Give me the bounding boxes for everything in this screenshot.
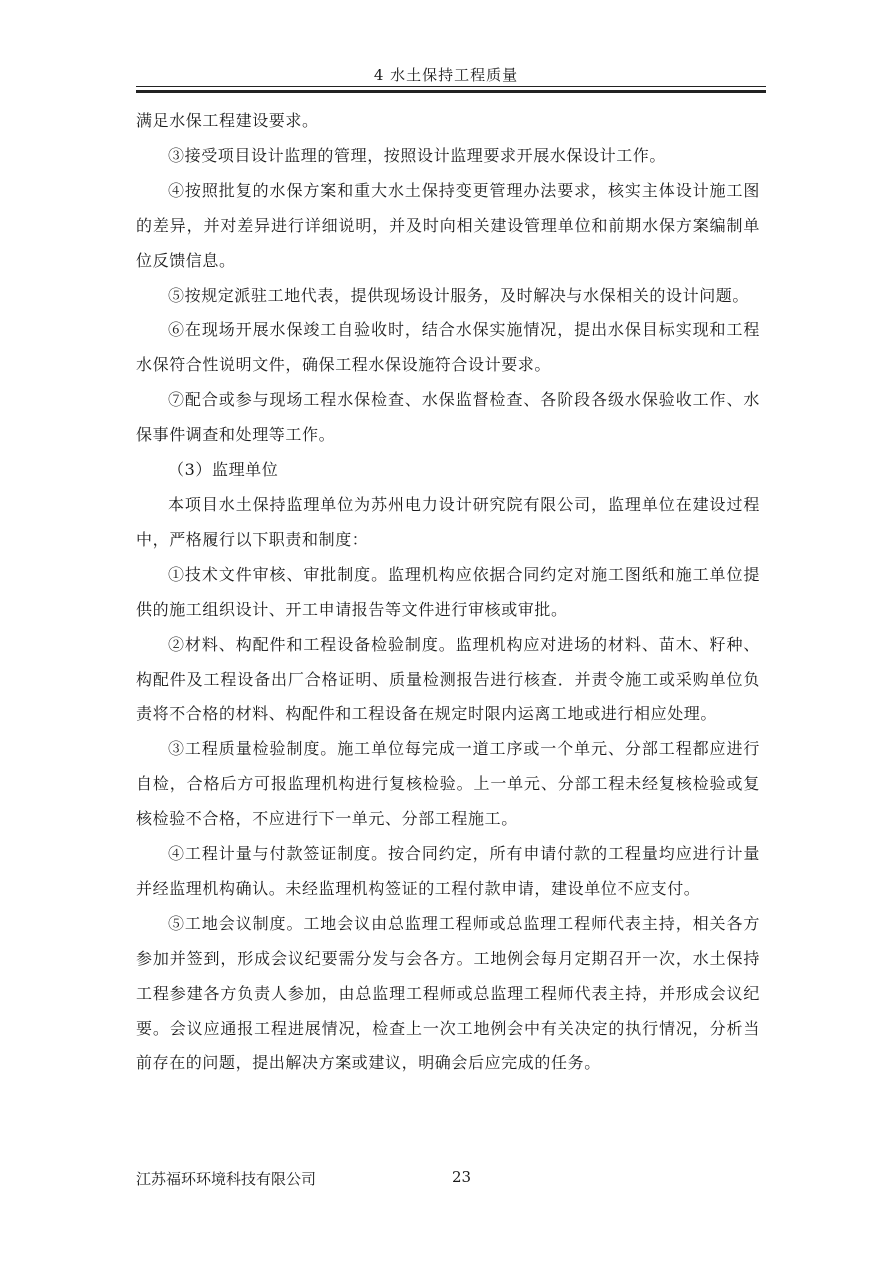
- paragraph-item-4-supervision: ④工程计量与付款签证制度。按合同约定，所有申请付款的工程量均应进行计量并经监理机构确认。未经监理机构签证的工程付款申请，建设单位不应支付。: [136, 844, 760, 898]
- paragraph-item-7-design: ⑦配合或参与现场工程水保检查、水保监督检查、各阶段各级水保验收工作、水保事件调查和处理等工作。: [136, 390, 760, 445]
- section-heading-supervision: （3）监理单位: [168, 460, 279, 480]
- page-number: 23: [452, 1168, 472, 1186]
- page-header-title: 4 水土保持工程质量: [373, 66, 519, 84]
- paragraph-item-1-supervision: ①技术文件审核、审批制度。监理机构应依据合同约定对施工图纸和施工单位提供的施工组织设计、开工申请报告等文件进行审核或审批。: [136, 564, 760, 619]
- header-rule-thick: [136, 90, 766, 93]
- paragraph-item-5-design: ⑤按规定派驻工地代表，提供现场设计服务，及时解决与水保相关的设计问题。: [168, 285, 750, 305]
- paragraph-item-6-design: ⑥在现场开展水保竣工自验收时，结合水保实施情况，提出水保目标实现和工程水保符合性说明文件，确保工程水保设施符合设计要求。: [136, 320, 760, 375]
- footer-company: 江苏福环环境科技有限公司: [136, 1170, 317, 1188]
- paragraph-item-4-design: ④按照批复的水保方案和重大水土保持变更管理办法要求，核实主体设计施工图的差异，并对差异进行详细说明，并及时向相关建设管理单位和前期水保方案编制单位反馈信息。: [136, 180, 760, 270]
- paragraph-continuation: 满足水保工程建设要求。: [136, 111, 319, 130]
- paragraph-item-3-design: ③接受项目设计监理的管理，按照设计监理要求开展水保设计工作。: [168, 145, 667, 165]
- paragraph-supervision-intro: 本项目水土保持监理单位为苏州电力设计研究院有限公司，监理单位在建设过程中，严格履行以下职责和制度：: [136, 494, 760, 549]
- paragraph-item-5-supervision: ⑤工地会议制度。工地会议由总监理工程师或总监理工程师代表主持，相关各方参加并签到，形成会议纪要需分发与会各方。工地例会每月定期召开一次，水土保持工程参建各方负责人参加，由总监理工程师或总监理工程师代表主持，并形成会议纪要。会议应通报工程进展情况，检查上一次工地例会中有关决定的执行情况，分析当前存在的问题，提出解决方案或建议，明确会后应完成的任务。: [136, 913, 760, 1073]
- body-text: [136, 104, 760, 1081]
- header-rule-thin: [136, 86, 766, 87]
- paragraph-item-2-supervision: ②材料、构配件和工程设备检验制度。监理机构应对进场的材料、苗木、籽种、构配件及工程设备出厂合格证明、质量检测报告进行核查．并责令施工或采购单位负责将不合格的材料、构配件和工程设备在规定时限内运离工地或进行相应处理。: [136, 634, 760, 724]
- paragraph-item-3-supervision: ③工程质量检验制度。施工单位每完成一道工序或一个单元、分部工程都应进行自检，合格后方可报监理机构进行复核检验。上一单元、分部工程未经复核检验或复核检验不合格，不应进行下一单元、分部工程施工。: [136, 739, 760, 829]
